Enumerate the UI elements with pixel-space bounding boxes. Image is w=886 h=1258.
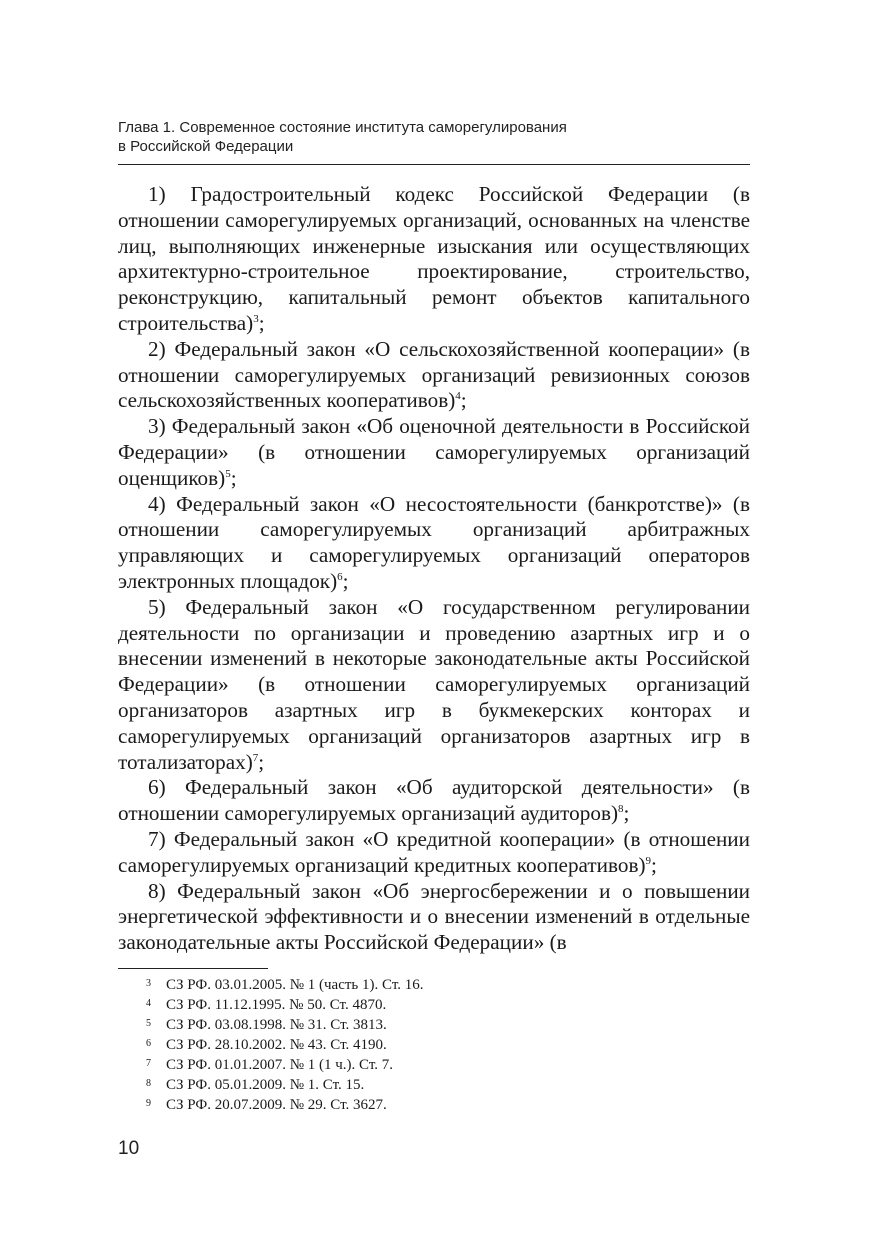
paragraph: [118, 414, 750, 491]
footnote-divider: [118, 968, 268, 969]
footnote: [146, 1075, 746, 1095]
footnote-reference[interactable]: 5: [225, 467, 231, 480]
paragraph-text: 6) Федеральный закон «Об аудиторской деятельности» (в отношении саморегулируемых организаций аудиторов): [118, 775, 750, 826]
footnote-reference[interactable]: 7: [252, 751, 259, 764]
paragraph-text: 2) Федеральный закон «О сельскохозяйственной кооперации» (в отношении саморегулируемых организаций ревизионных союзов сельскохозяйственных кооперативов): [118, 336, 750, 413]
header-divider: [118, 164, 750, 165]
paragraph-text: 4) Федеральный закон «О несостоятельности (банкротстве)» (в отношении саморегулируемых организаций арбитражных управляющих и саморегулируемых организаций операторов электронных площадок): [118, 491, 750, 593]
paragraph-tail: ;: [342, 568, 349, 593]
paragraph-text: 5) Федеральный закон «О государственном регулировании деятельности по организации и проведению азартных игр и о внесении изменений в некоторые законодательные акты Российской Федерации» (в отношении саморегулируемых организаций организаторов азартных игр в букмекерских конторах и саморегулируемых организаций организаторов азартных игр в тотализаторах): [118, 594, 750, 774]
footnote-reference[interactable]: 3: [253, 312, 259, 325]
footnote: [146, 1055, 746, 1075]
paragraph: [118, 337, 750, 414]
main-text: [118, 182, 750, 956]
footnote: [146, 995, 746, 1015]
footnote: [146, 1035, 746, 1055]
paragraph: [118, 595, 750, 776]
paragraph-text: 1) Градостроительный кодекс Российской Федерации (в отношении саморегулируемых организаций, основанных на членстве лиц, выполняющих инженерные изыскания или осуществляющих архитектурно-строительное проектирование, строительство, реконструкцию, капитальный ремонт объектов капитального строительства): [118, 182, 750, 335]
footnote-number: 5: [146, 1018, 151, 1029]
footnote-reference[interactable]: 4: [455, 390, 461, 403]
paragraph-text: 7) Федеральный закон «О кредитной кооперации» (в отношении саморегулируемых организаций кредитных кооперативов): [118, 826, 750, 877]
footnote: [146, 975, 746, 995]
paragraph: [118, 182, 750, 337]
paragraph-tail: ;: [623, 801, 630, 826]
footnote-text: СЗ РФ. 20.07.2009. № 29. Ст. 3627.: [166, 1097, 387, 1113]
footnote-number: 9: [146, 1098, 151, 1109]
footnotes: [146, 975, 746, 1115]
footnote-number: 6: [146, 1038, 151, 1049]
paragraph-tail: ;: [460, 388, 467, 413]
paragraph: [118, 492, 750, 595]
paragraph-tail: ;: [230, 465, 237, 490]
footnote-number: 4: [146, 998, 151, 1009]
running-header-line-1: Глава 1. Современное состояние института саморегулирования: [118, 119, 567, 136]
paragraph-text: 8) Федеральный закон «Об энергосбережении и о повышении энергетической эффективности и о внесении изменений в отдельные законодательные акты Российской Федерации» (в: [118, 878, 750, 955]
footnote-text: СЗ РФ. 05.01.2009. № 1. Ст. 15.: [166, 1077, 365, 1093]
running-header-line-2: в Российской Федерации: [118, 138, 294, 155]
paragraph-tail: ;: [258, 749, 265, 774]
footnote-reference[interactable]: 8: [618, 803, 624, 816]
paragraph-text: 3) Федеральный закон «Об оценочной деятельности в Российской Федерации» (в отношении саморегулируемых организаций оценщиков): [118, 414, 750, 490]
paragraph: [118, 879, 750, 956]
footnote-text: СЗ РФ. 01.01.2007. № 1 (1 ч.). Ст. 7.: [166, 1057, 394, 1073]
footnote-number: 3: [146, 978, 151, 989]
paragraph-tail: ;: [651, 852, 657, 877]
footnote-text: СЗ РФ. 03.01.2005. № 1 (часть 1). Ст. 16.: [166, 977, 424, 993]
footnote: [146, 1095, 746, 1115]
footnote-text: СЗ РФ. 03.08.1998. № 31. Ст. 3813.: [166, 1017, 387, 1033]
paragraph: [118, 827, 750, 879]
page-number: 10: [118, 1138, 140, 1159]
footnote-number: 8: [146, 1078, 151, 1089]
paragraph-tail: ;: [258, 310, 265, 335]
footnote-reference[interactable]: 9: [645, 854, 652, 867]
footnote: [146, 1015, 746, 1035]
footnote-text: СЗ РФ. 28.10.2002. № 43. Ст. 4190.: [166, 1037, 387, 1053]
running-header: [118, 118, 750, 156]
paragraph: [118, 775, 750, 827]
footnote-number: 7: [146, 1058, 151, 1069]
footnote-text: СЗ РФ. 11.12.1995. № 50. Ст. 4870.: [166, 997, 387, 1013]
footnote-reference[interactable]: 6: [337, 570, 343, 583]
